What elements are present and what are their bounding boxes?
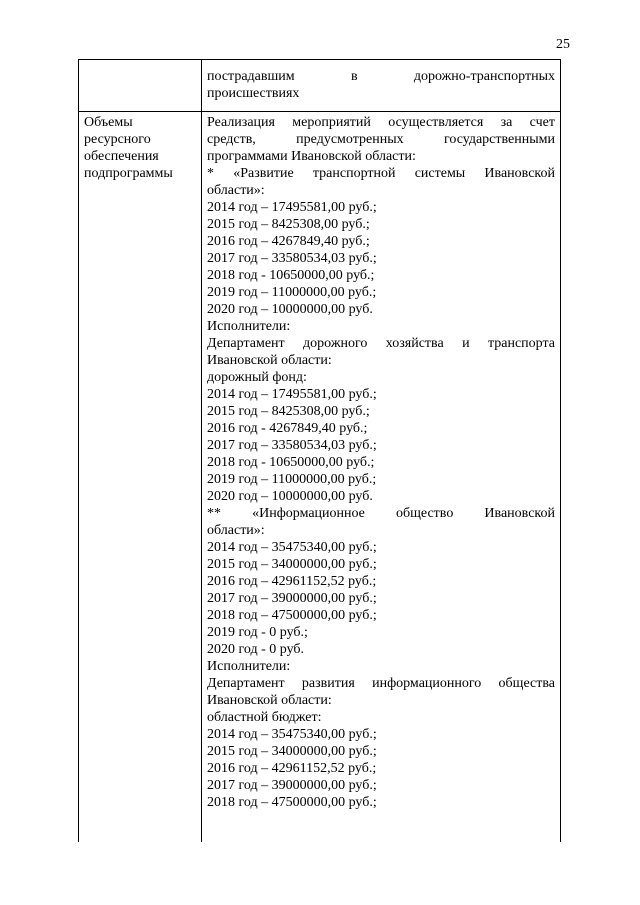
table-cell-content: [202, 60, 561, 112]
text-line: программами Ивановской области:: [207, 149, 416, 164]
text-line: 2014 год – 35475340,00 руб.;: [207, 540, 377, 555]
text-line: 2018 год - 10650000,00 руб.;: [207, 268, 375, 283]
text-line: 2020 год – 10000000,00 руб.: [207, 489, 373, 504]
text-line: происшествиях: [207, 86, 300, 101]
label-line: подпрограммы: [84, 166, 173, 181]
text-line: 2018 год – 47500000,00 руб.;: [207, 795, 377, 810]
label-line: обеспечения: [84, 149, 159, 164]
text-line: области»:: [207, 183, 265, 198]
text-line: 2016 год – 42961152,52 руб.;: [207, 761, 377, 776]
text-line: областной бюджет:: [207, 710, 322, 725]
text-line: 2015 год – 8425308,00 руб.;: [207, 404, 370, 419]
text-line: Департамент развития информационного общества: [207, 676, 555, 691]
text-line: 2017 год – 33580534,03 руб.;: [207, 438, 377, 453]
text-line: 2020 год – 10000000,00 руб.: [207, 302, 373, 317]
text-line: Реализация мероприятий осуществляется за счет: [207, 115, 555, 130]
text-line: 2016 год - 4267849,40 руб.;: [207, 421, 368, 436]
text-line: области»:: [207, 523, 265, 538]
table-cell-label: [79, 60, 202, 112]
text-line: 2017 год – 33580534,03 руб.;: [207, 251, 377, 266]
text-line: 2017 год – 39000000,00 руб.;: [207, 778, 377, 793]
text-line: 2015 год – 34000000,00 руб.;: [207, 557, 377, 572]
text-line: 2019 год – 11000000,00 руб.;: [207, 285, 377, 300]
text-line: 2019 год – 11000000,00 руб.;: [207, 472, 377, 487]
text-line: пострадавшим в дорожно-транспортных: [207, 69, 555, 84]
text-line: Ивановской области:: [207, 693, 332, 708]
text-line: Департамент дорожного хозяйства и транспорта: [207, 336, 555, 351]
text-line: ** «Информационное общество Ивановской: [207, 506, 555, 521]
table-row: [79, 60, 561, 112]
label-line: Объемы: [84, 115, 133, 130]
text-line: 2014 год – 35475340,00 руб.;: [207, 727, 377, 742]
text-line: 2015 год – 8425308,00 руб.;: [207, 217, 370, 232]
text-line: 2019 год - 0 руб.;: [207, 625, 308, 640]
text-line: 2014 год – 17495581,00 руб.;: [207, 387, 377, 402]
text-line: 2018 год – 47500000,00 руб.;: [207, 608, 377, 623]
text-line: 2017 год – 39000000,00 руб.;: [207, 591, 377, 606]
text-line: дорожный фонд:: [207, 370, 307, 385]
text-line: 2015 год – 34000000,00 руб.;: [207, 744, 377, 759]
text-line: средств, предусмотренных государственными: [207, 132, 555, 147]
text-line: 2016 год – 4267849,40 руб.;: [207, 234, 370, 249]
text-line: 2014 год – 17495581,00 руб.;: [207, 200, 377, 215]
table-cell-content: [202, 112, 561, 843]
text-line: 2016 год – 42961152,52 руб.;: [207, 574, 377, 589]
table-row: [79, 112, 561, 843]
text-line: Ивановской области:: [207, 353, 332, 368]
text-line: Исполнители:: [207, 659, 291, 674]
text-line: Исполнители:: [207, 319, 291, 334]
program-table: [78, 59, 561, 842]
table-cell-label: [79, 112, 202, 843]
page-number: 25: [556, 37, 570, 52]
text-line: * «Развитие транспортной системы Ивановской: [207, 166, 555, 181]
text-line: 2020 год - 0 руб.: [207, 642, 305, 657]
label-line: ресурсного: [84, 132, 151, 147]
text-line: 2018 год - 10650000,00 руб.;: [207, 455, 375, 470]
